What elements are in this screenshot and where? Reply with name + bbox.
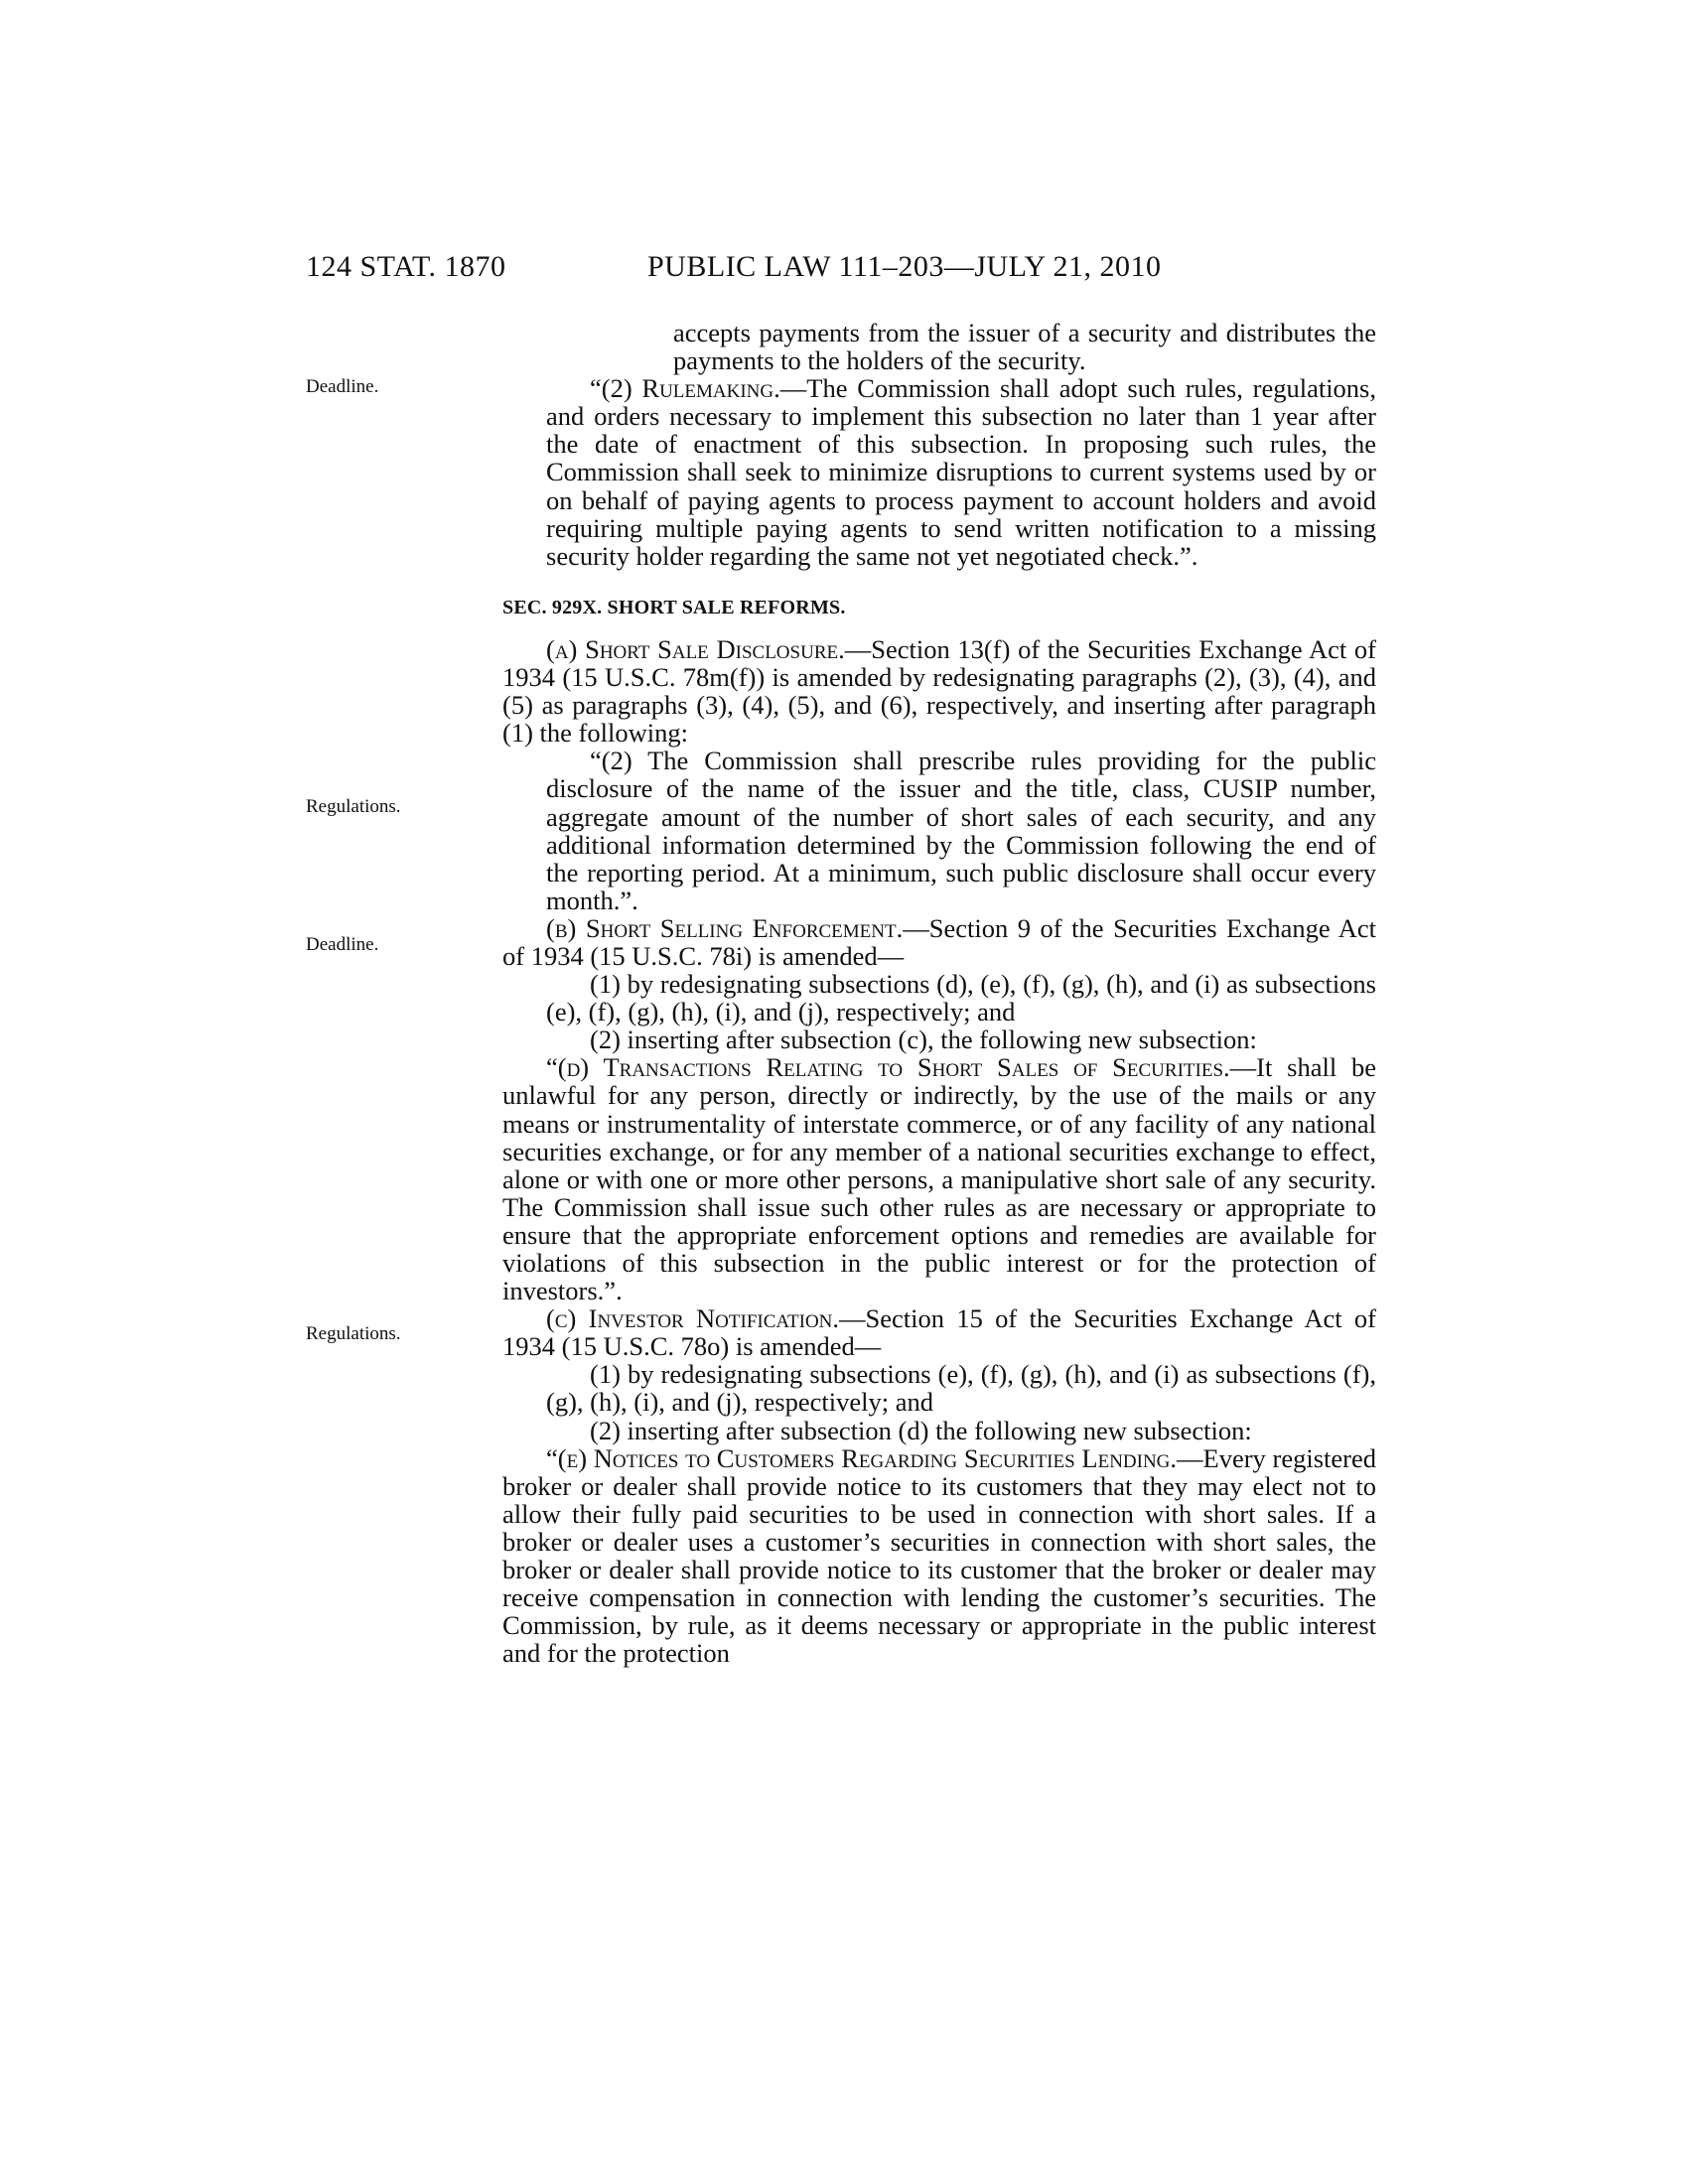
paragraph-text: —It shall be unlawful for any person, directly or indirectly, by the use of the mails or any means or instrumentality of interstate commerce, or of any facility of any national securities exchange, or for any member of a national securities exchange to effect, alone or with one or more other persons, a manipulative short sale of any security. The Commission shall issue such other rules as are necessary or appropriate to ensure that the appropriate enforcement options and remedies are available for violations of this subsection in the public interest or for the protection of investors.”. [502,1052,1376,1306]
paragraph-label: (c) Investor Notification. [546,1303,840,1334]
paragraph-c-2: (2) inserting after subsection (d) the following new subsection: [590,1415,1252,1445]
paragraph-e [502,1444,1376,1668]
paragraph-c [502,1304,1376,1360]
section-heading: SEC. 929X. SHORT SALE REFORMS. [502,596,846,618]
paragraph-a [502,635,1376,747]
paragraph-a-2: “(2) The Commission shall prescribe rules providing for the public disclosure of the name of the issuer and the title, class, CUSIP number, aggregate amount of the number of short sales of each security, and any additional information determined by the Commission following the end of the reporting period. At a minimum, such public disclosure shall occur every month.”. [546,746,1376,915]
paragraph-c-1: (1) by redesignating subsections (e), (f), (g), (h), and (i) as subsections (f), (g), (h), (i), and (j), respectively; and [546,1359,1376,1418]
paragraph-label: “(d) Transactions Relating to Short Sales of Securities. [546,1052,1230,1083]
paragraph-text: —Section 15 of the Securities Exchange Act of 1934 (15 U.S.C. 78o) is amended— [502,1303,1376,1362]
margin-note-deadline: Deadline. [306,376,379,397]
paragraph-label: “(2) Rulemaking. [590,373,780,404]
margin-note-regulations: Regulations. [306,1323,401,1344]
page-title: PUBLIC LAW 111–203—JULY 21, 2010 [647,250,1162,283]
margin-note-regulations: Regulations. [306,796,401,817]
paragraph-label: (b) Short Selling Enforcement. [546,912,904,943]
paragraph-label: (a) Short Sale Disclosure. [546,633,845,664]
paragraph-text: —The Commission shall adopt such rules, regulations, and orders necessary to implement this subsection no later than 1 year after the date of enactment of this subsection. In proposing such rules, the Commission shall seek to minimize disruptions to current systems used by or on behalf of paying agents to process payment to account holders and avoid requiring multiple paying agents to send written notification to a missing security holder regarding the same not yet negotiated check.”. [546,373,1376,571]
paragraph-b-2: (2) inserting after subsection (c), the following new subsection: [590,1024,1257,1055]
paragraph-b-1: (1) by redesignating subsections (d), (e), (f), (g), (h), and (i) as subsections (e), (f), (g), (h), (i), and (j), respectively; and [546,969,1376,1027]
page-reference: 124 STAT. 1870 [306,250,506,283]
paragraph-b [502,914,1376,970]
paragraph-text: —Section 13(f) of the Securities Exchange Act of 1934 (15 U.S.C. 78m(f)) is amended by redesignating paragraphs (2), (3), (4), and (5) as paragraphs (3), (4), (5), and (6), respectively, and inserting after paragraph (1) the following: [502,633,1376,749]
margin-note-deadline: Deadline. [306,934,379,955]
paragraph-text: —Every registered broker or dealer shall provide notice to its customers that they may elect not to allow their fully paid securities to be used in connection with short sales. If a broker or dealer uses a customer’s securities in connection with short sales, the broker or dealer shall provide notice to its customer that the broker or dealer may receive compensation in connection with lending the customer’s securities. The Commission, by rule, as it deems necessary or appropriate in the public interest and for the protection [502,1442,1377,1669]
paragraph-continuation: accepts payments from the issuer of a security and distributes the payments to the holders of the security. [673,318,1376,376]
paragraph-label: “(e) Notices to Customers Regarding Securities Lending. [546,1442,1178,1473]
document-body [502,319,1376,1667]
paragraph-text: —Section 9 of the Securities Exchange Act of 1934 (15 U.S.C. 78i) is amended— [502,912,1376,971]
paragraph-d [502,1053,1376,1304]
paragraph-rulemaking [502,374,1376,570]
